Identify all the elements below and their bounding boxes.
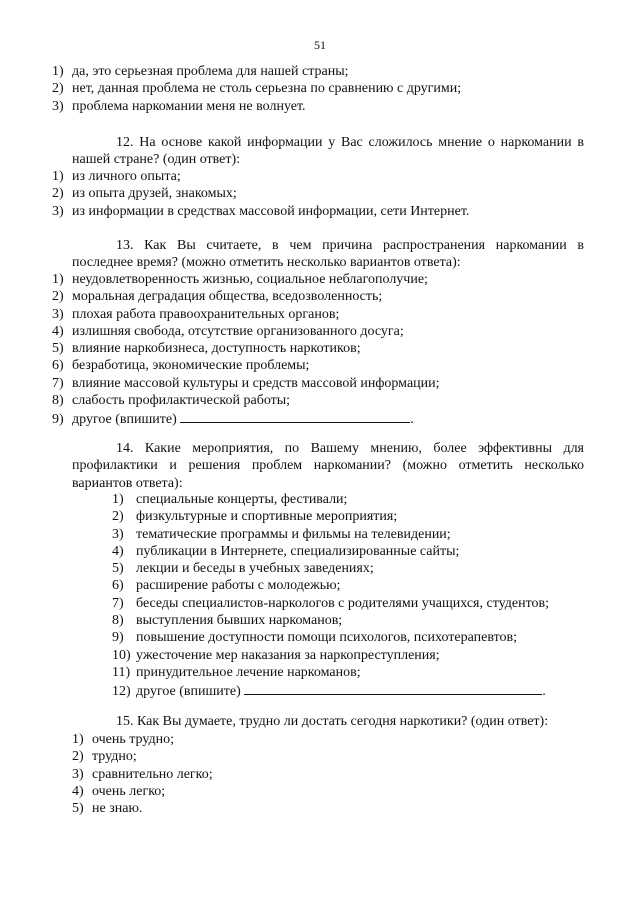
answer-blank-line[interactable]	[180, 409, 410, 423]
list-item: 2) физкультурные и спортивные мероприятия;	[112, 509, 398, 525]
list-item: 2) моральная деградация общества, вседозволенность;	[52, 289, 383, 305]
question-12: 12. На основе какой информации у Вас сложилось мнение о наркомании в нашей стране? (один ответ):	[72, 135, 584, 168]
list-item: 1) неудовлетворенность жизнью, социальное неблагополучие;	[52, 272, 428, 287]
question-14: 14. Какие мероприятия, по Вашему мнению, более эффективны для профилактики и решения проблем наркомании? (можно отметить несколько вариантов ответа):	[72, 441, 584, 491]
list-item: 5) влияние наркобизнеса, доступность наркотиков;	[52, 341, 361, 357]
list-item: 5) лекции и беседы в учебных заведениях;	[112, 561, 374, 577]
q12-options	[52, 168, 584, 220]
q14-options	[112, 491, 582, 699]
list-item: 3) проблема наркомании меня не волнует.	[52, 98, 306, 114]
list-item: 3) из информации в средствах массовой информации, сети Интернет.	[52, 203, 470, 219]
page-number: 51	[314, 38, 326, 52]
list-item: 6) безработица, экономические проблемы;	[52, 358, 310, 374]
list-item: 4) очень легко;	[72, 783, 166, 799]
list-item: 8) выступления бывших наркоманов;	[112, 613, 343, 629]
list-item: 1) из личного опыта;	[52, 169, 181, 184]
list-item: 12) другое (впишите) .	[112, 681, 582, 698]
list-item: 2) трудно;	[72, 749, 137, 765]
list-item: 6) расширение работы с молодежью;	[112, 578, 341, 594]
list-item: 2) нет, данная проблема не столь серьезна по сравнению с другими;	[52, 81, 462, 97]
list-item: 11) принудительное лечение наркоманов;	[112, 664, 361, 680]
list-item: 3) плохая работа правоохранительных органов;	[52, 306, 340, 322]
list-item: 8) слабость профилактической работы;	[52, 393, 291, 409]
list-item: 5) не знаю.	[72, 801, 143, 817]
list-item: 7) беседы специалистов-наркологов с родителями учащихся, студентов;	[112, 595, 550, 611]
question-13: 13. Как Вы считаете, в чем причина распространения наркомании в последнее время? (можно отметить несколько вариантов ответа):	[72, 238, 584, 271]
answer-blank-line[interactable]	[244, 681, 542, 695]
q13-options	[52, 271, 584, 427]
list-item: 3) сравнительно легко;	[72, 766, 213, 782]
list-item: 1) специальные концерты, фестивали;	[112, 492, 348, 507]
list-item: 9) повышение доступности помощи психологов, психотерапевтов;	[112, 630, 518, 646]
list-item: 7) влияние массовой культуры и средств массовой информации;	[52, 375, 440, 391]
q11-options	[52, 63, 584, 115]
list-item: 4) излишняя свобода, отсутствие организованного досуга;	[52, 323, 404, 339]
list-item: 9) другое (впишите) .	[52, 409, 584, 426]
list-item: 4) публикации в Интернете, специализированные сайты;	[112, 543, 460, 559]
list-item: 10) ужесточение мер наказания за наркопреступления;	[112, 647, 440, 663]
list-item: 2) из опыта друзей, знакомых;	[52, 186, 237, 202]
list-item: 1) очень трудно;	[72, 732, 174, 747]
list-item: 1) да, это серьезная проблема для нашей страны;	[52, 64, 349, 79]
question-15: 15. Как Вы думаете, трудно ли достать сегодня наркотики? (один ответ):	[116, 714, 549, 729]
q15-options	[72, 731, 472, 817]
list-item: 3) тематические программы и фильмы на телевидении;	[112, 526, 451, 542]
